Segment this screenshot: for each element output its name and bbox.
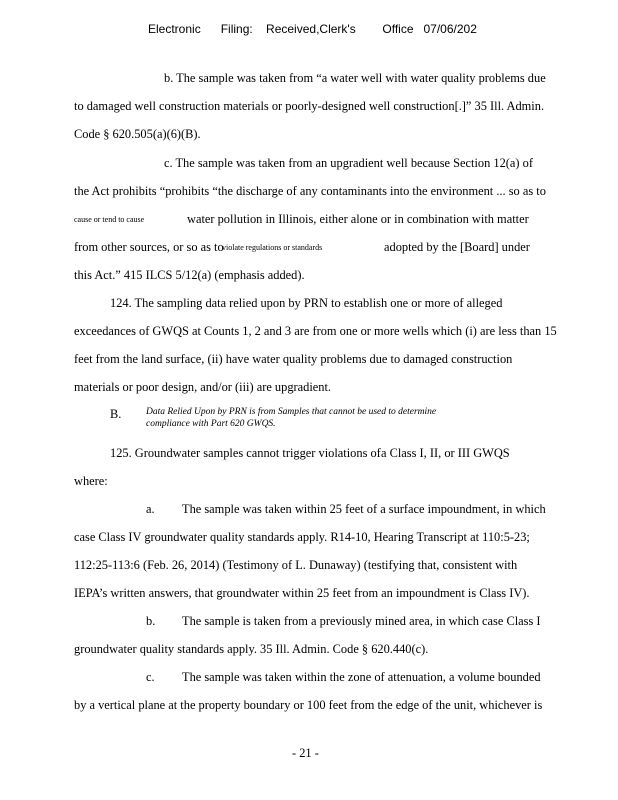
page-number: - 21 -	[292, 746, 319, 760]
para-b-line2: to damaged well construction materials or poorly-designed well construction[.]” 35 Ill. Admin.	[74, 99, 545, 113]
filing-header: Electronic Filing: Received,Clerk's Office 07/06/202	[148, 22, 477, 36]
para-125-line1: 125. Groundwater samples cannot trigger violations of	[110, 446, 381, 460]
item-a-line1: The sample was taken within 25 feet of a surface impoundment, in which	[182, 502, 546, 516]
item-a-line3: 112:25-113:6 (Feb. 26, 2014) (Testimony of L. Dunaway) (testifying that, consistent with	[74, 558, 518, 572]
item-c-line1: The sample was taken within the zone of attenuation, a volume bounded	[182, 670, 541, 684]
para-c-emphasis-2: violate regulations or standards	[222, 243, 323, 252]
para-c-line5: this Act.” 415 ILCS 5/12(a) (emphasis added).	[74, 268, 305, 282]
item-c-line2: by a vertical plane at the property boundary or 100 feet from the edge of the unit, whichever is	[74, 698, 543, 712]
para-c-emphasis-1: cause or tend to cause	[74, 215, 145, 224]
para-b-line3: Code § 620.505(a)(6)(B).	[74, 127, 201, 141]
para-c-line4: from other sources, or so as to	[74, 240, 224, 254]
para-124-line4: materials or poor design, and/or (iii) are upgradient.	[74, 380, 332, 394]
para-124-line2: exceedances of GWQS at Counts 1, 2 and 3 are from one or more wells which (i) are less than 15	[74, 324, 557, 338]
item-b-line1: The sample is taken from a previously mined area, in which case Class I	[182, 614, 541, 628]
item-c-label: c.	[146, 670, 155, 684]
para-c-line1: c. The sample was taken from an upgradient well because Section 12(a) of	[164, 156, 533, 170]
item-a-label: a.	[146, 502, 155, 516]
section-b-heading-line1: Data Relied Upon by PRN is from Samples that cannot be used to determine	[146, 407, 437, 417]
para-c-line3: water pollution in Illinois, either alone or in combination with matter	[187, 212, 529, 226]
item-b-label: b.	[146, 614, 156, 628]
item-b-line2: groundwater quality standards apply. 35 Ill. Admin. Code § 620.440(c).	[74, 642, 429, 656]
item-a-line2: case Class IV groundwater quality standards apply. R14-10, Hearing Transcript at 110:5-23;	[74, 530, 530, 544]
para-124-line1: 124. The sampling data relied upon by PRN to establish one or more of alleged	[110, 296, 503, 310]
para-124-line3: feet from the land surface, (ii) have water quality problems due to damaged construction	[74, 352, 513, 366]
para-c-line4-end: adopted by the [Board] under	[384, 240, 530, 254]
para-125-line2: where:	[74, 474, 108, 488]
section-b-heading-line2: compliance with Part 620 GWQS.	[146, 419, 276, 429]
item-a-line4: IEPA’s written answers, that groundwater within 25 feet from an impoundment is Class IV).	[74, 586, 530, 600]
para-c-line2: the Act prohibits “prohibits “the discharge of any contaminants into the environment ... so as to	[74, 184, 546, 198]
para-125-line1-end: a Class I, II, or III GWQS	[381, 446, 510, 460]
section-b-label: B.	[110, 407, 122, 421]
para-b-line1: b. The sample was taken from “a water well with water quality problems due	[164, 71, 546, 85]
